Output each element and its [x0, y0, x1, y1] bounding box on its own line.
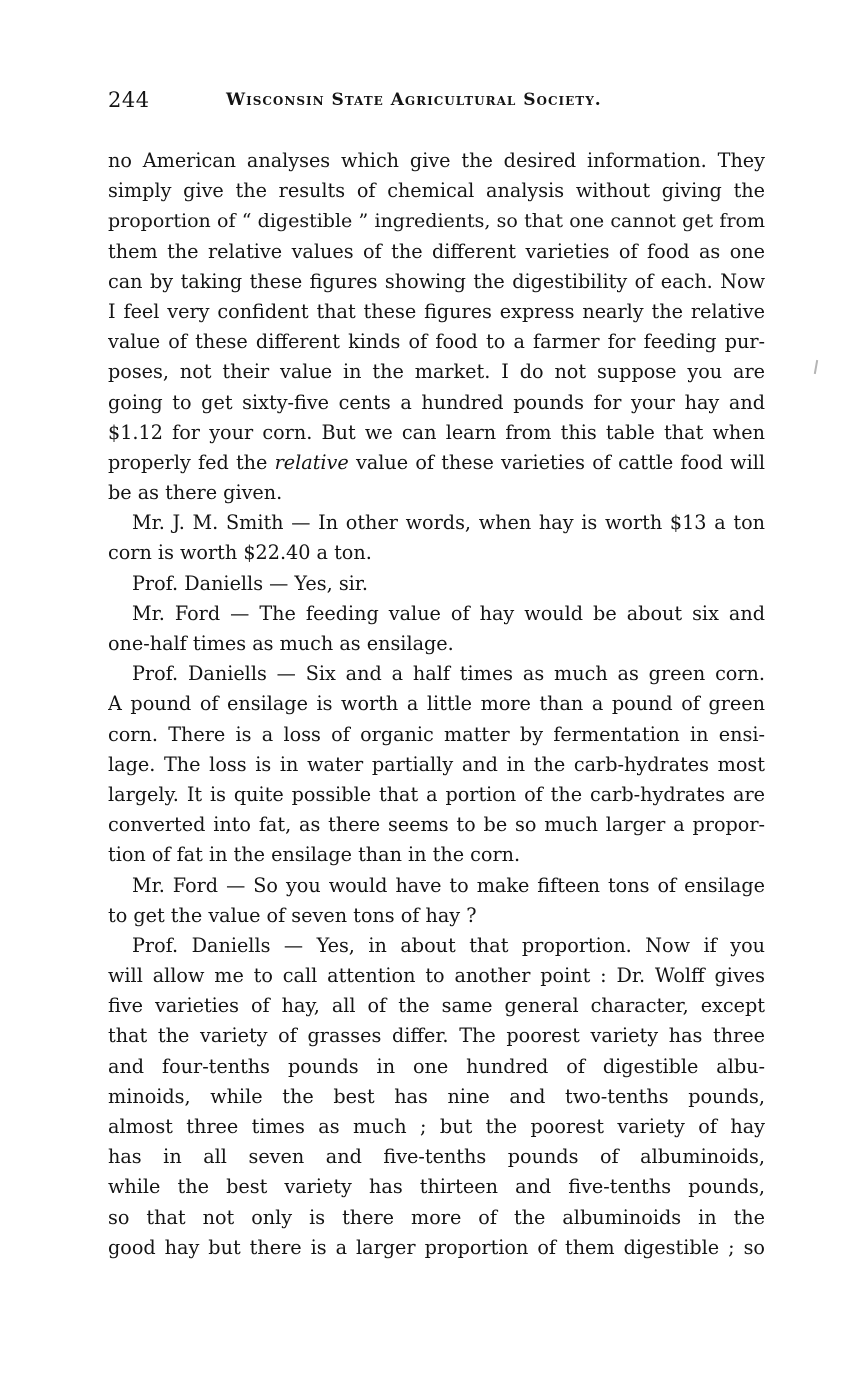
text-line: that the variety of grasses differ. The poorest variety has three: [108, 1024, 765, 1048]
text-line: proportion of “ digestible ” ingredients, so that one cannot get from: [108, 210, 765, 233]
text-line: converted into fat, as there seems to be so much larger a propor-: [108, 813, 765, 837]
text-line: good hay but there is a larger proportion of them digestible ; so: [108, 1235, 765, 1259]
text-line: five varieties of hay, all of the same general character, except: [108, 994, 765, 1018]
text-line: A pound of ensilage is worth a little more than a pound of green: [108, 692, 765, 716]
text-line: Mr. Ford — So you would have to make fifteen tons of ensilage: [132, 873, 765, 897]
text-line: Prof. Daniells — Yes, sir.: [132, 571, 368, 595]
italic-word: relative: [274, 450, 349, 474]
text-line: simply give the results of chemical analysis without giving the: [108, 179, 765, 203]
text-line: Mr. Ford — The feeding value of hay would be about six and: [132, 601, 765, 625]
running-head: Wisconsin State Agricultural Society.: [226, 90, 602, 110]
text-line: them the relative values of the different varieties of food as one: [108, 239, 765, 263]
body-text: [108, 146, 765, 1263]
text-line: minoids, while the best has nine and two-tenths pounds,: [108, 1084, 765, 1108]
text-line: going to get sixty-five cents a hundred pounds for your hay and: [108, 390, 765, 414]
text-line: and four-tenths pounds in one hundred of digestible albu-: [108, 1054, 765, 1078]
text-line: can by taking these figures showing the digestibility of each. Now: [108, 269, 765, 293]
page-number: 244: [108, 88, 150, 112]
text-line: one-half times as much as ensilage.: [108, 632, 454, 655]
text-line: has in all seven and five-tenths pounds of albuminoids,: [108, 1145, 765, 1169]
text-line: Prof. Daniells — Six and a half times as much as green corn.: [132, 662, 765, 686]
text-line: tion of fat in the ensilage than in the corn.: [108, 843, 521, 867]
margin-mark: [814, 360, 818, 374]
text-line: poses, not their value in the market. I do not suppose you are: [108, 360, 765, 384]
text-line: largely. It is quite possible that a portion of the carb-hydrates are: [108, 782, 765, 806]
page-header: [108, 88, 768, 118]
text-line: almost three times as much ; but the poorest variety of hay: [108, 1115, 765, 1138]
text-line: Mr. J. M. Smith — In other words, when hay is worth $13 a ton: [132, 511, 765, 535]
text-line: be as there given.: [108, 481, 283, 505]
text-line: corn. There is a loss of organic matter by fermentation in ensi-: [108, 722, 765, 746]
text-line: corn is worth $22.40 a ton.: [108, 541, 372, 565]
text-line: so that not only is there more of the albuminoids in the: [108, 1205, 765, 1229]
text-line: [108, 448, 765, 478]
text-line: I feel very confident that these figures express nearly the relative: [108, 299, 765, 323]
text-line: no American analyses which give the desired information. They: [108, 149, 765, 172]
text-line: will allow me to call attention to another point : Dr. Wolff gives: [108, 964, 765, 988]
text-line: while the best variety has thirteen and five-tenths pounds,: [108, 1175, 765, 1199]
text-line: Prof. Daniells — Yes, in about that proportion. Now if you: [132, 933, 765, 957]
text-segment: value of these varieties of cattle food will: [348, 450, 765, 474]
text-line: lage. The loss is in water partially and in the carb-hydrates most: [108, 752, 765, 776]
text-line: $1.12 for your corn. But we can learn from this table that when: [108, 420, 765, 444]
text-line: to get the value of seven tons of hay ?: [108, 903, 477, 927]
text-line: value of these different kinds of food to a farmer for feeding pur-: [108, 330, 765, 354]
text-segment: properly fed the: [108, 450, 275, 474]
